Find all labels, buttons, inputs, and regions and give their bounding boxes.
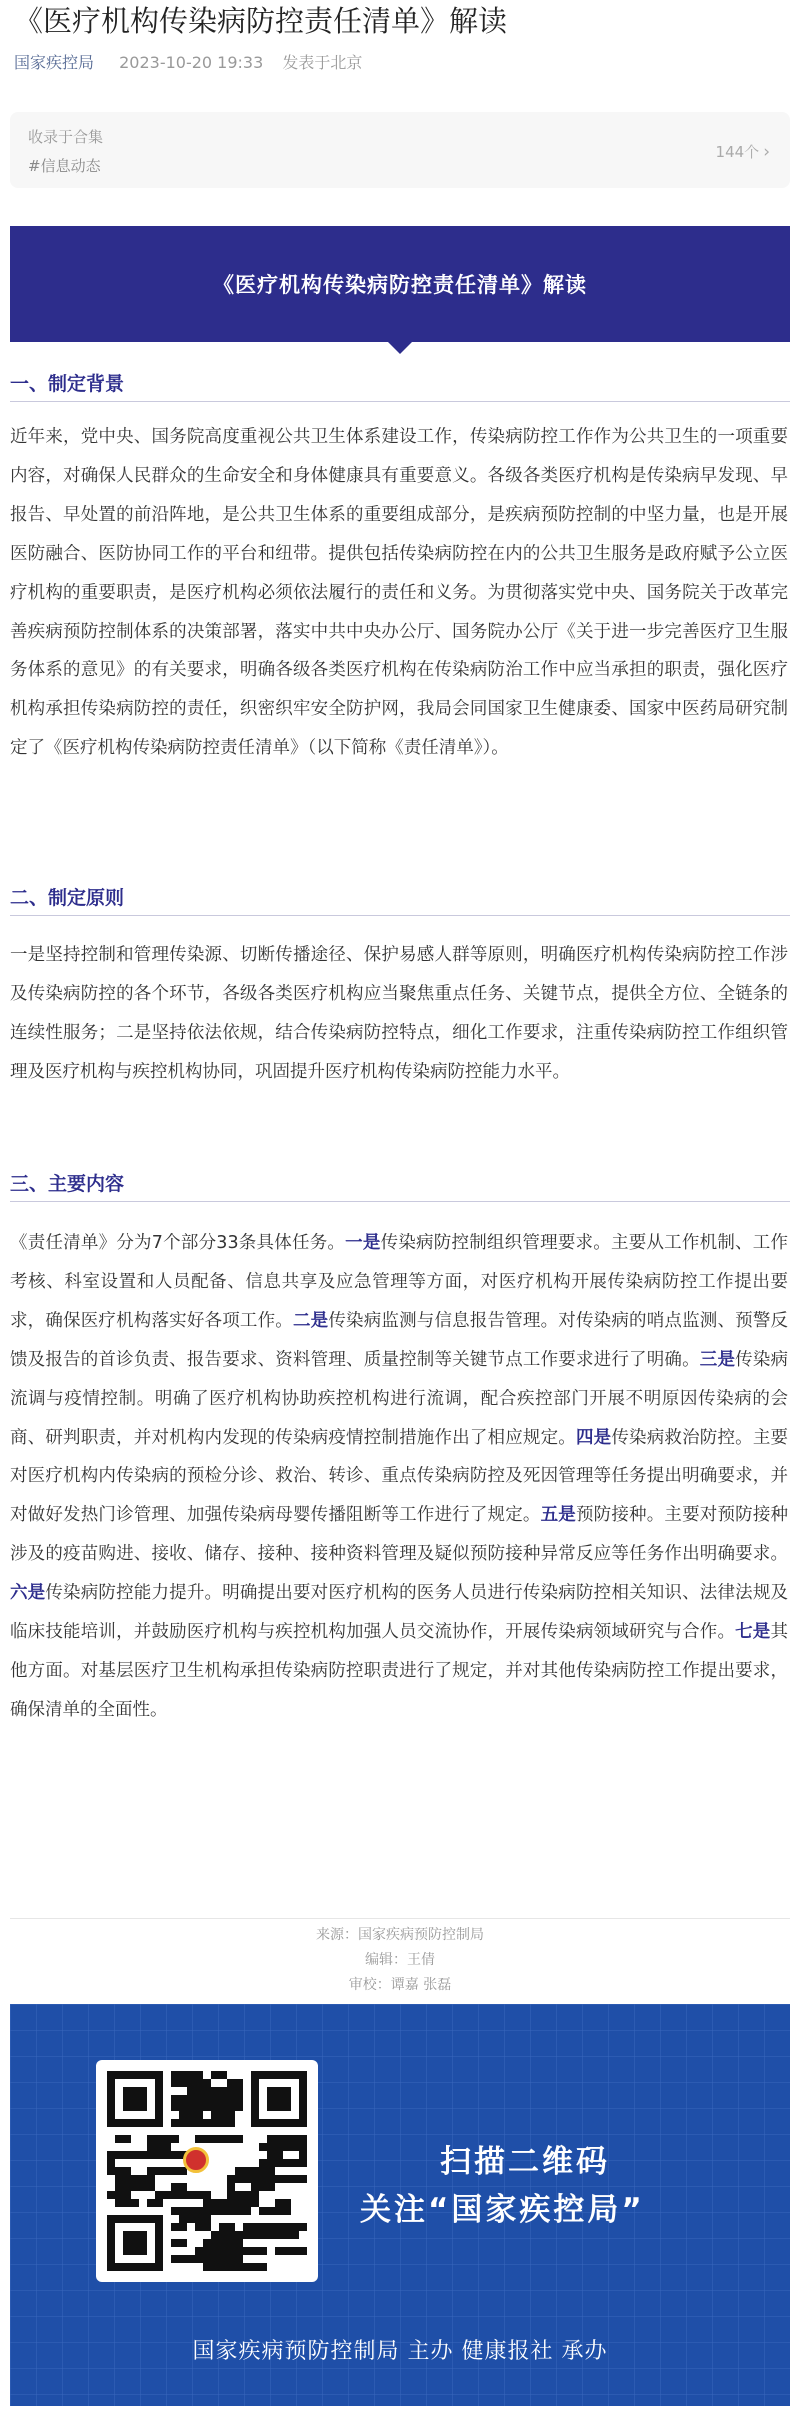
scan-qr-text: 扫描二维码	[440, 2144, 610, 2180]
paragraph-background: 近年来，党中央、国务院高度重视公共卫生体系建设工作，传染病防控工作作为公共卫生的一项重要内容，对确保人民群众的生命安全和身体健康具有重要意义。各级各类医疗机构是传染病早发现、早报告、早处置的前沿阵地，是公共卫生体系的重要组成部分，是疾病预防控制的中坚力量，也是开展医防融合、医防协同工作的平台和纽带。提供包括传染病防控在内的公共卫生服务是政府赋予公立医疗机构的重要职责，是医疗机构必须依法履行的责任和义务。为贯彻落实党中央、国务院关于改革完善疾病预防控制体系的决策部署，落实中共中央办公厅、国务院办公厅《关于进一步完善医疗卫生服务体系的意见》的有关要求，明确各级各类医疗机构在传染病防治工作中应当承担的职责，强化医疗机构承担传染病防控的责任，织密织牢安全防护网，我局会同国家卫生健康委、国家中医药局研究制定了《医疗机构传染病防控责任清单》（以下简称《责任清单》）。	[10, 427, 788, 759]
content-text-segment: 预防接种。主要对预防接种涉及的疫苗购进、接收、储存、接种、接种资料管理及疑似预防接种异常反应等任务作出明确要求。	[10, 1505, 789, 1565]
content-item-marker: 四是	[575, 1427, 612, 1448]
content-item-marker: 三是	[699, 1349, 736, 1370]
content-item-marker: 五是	[540, 1505, 576, 1526]
section-heading-text: 一、制定背景	[10, 373, 125, 395]
qr-follow-banner	[10, 2004, 790, 2406]
collection-card[interactable]	[10, 112, 790, 188]
qr-code-icon	[107, 2071, 307, 2271]
content-text-segment: 传染病监测与信息报告管理。对传染病的哨点监测、预警反馈及报告的首诊负责、报告要求、资料管理、质量控制等关键节点工作要求进行了明确。	[10, 1310, 789, 1370]
collection-tag-link[interactable]: #信息动态	[28, 157, 101, 175]
article-meta	[14, 50, 362, 73]
section-heading-background	[10, 370, 790, 402]
content-text-segment: 《责任清单》分为7个部分33条具体任务。	[10, 1233, 346, 1253]
banner-notch-decoration	[388, 342, 412, 354]
collection-label: 收录于合集	[28, 128, 104, 146]
banner-title: 《医疗机构传染病防控责任清单》解读	[213, 273, 587, 297]
article-title: 《医疗机构传染病防控责任清单》解读	[14, 4, 508, 38]
collection-count[interactable]	[716, 141, 770, 162]
follow-account-text: 关注“国家疾控局”	[360, 2192, 645, 2228]
footer-divider	[10, 1918, 790, 1919]
paragraph-main-content	[10, 1224, 788, 1730]
content-item-marker: 一是	[345, 1233, 381, 1253]
content-item-marker: 六是	[10, 1583, 46, 1604]
publish-time: 2023-10-20 19:33	[119, 53, 264, 72]
chevron-right-icon: ›	[763, 142, 770, 162]
account-name-link[interactable]: 国家疾控局	[14, 53, 95, 72]
title-banner	[10, 226, 790, 342]
qr-code[interactable]	[96, 2060, 318, 2282]
national-emblem-icon	[183, 2147, 209, 2173]
organizer-text: 国家疾病预防控制局 主办 健康报社 承办	[192, 2339, 608, 2364]
publish-location: 发表于北京	[282, 53, 363, 72]
section-heading-content	[10, 1170, 790, 1202]
content-text-segment: 其他方面。对基层医疗卫生机构承担传染病防控职责进行了规定，并对其他传染病防控工作提出要求，确保清单的全面性。	[10, 1622, 788, 1720]
source-credit: 来源：国家疾病预防控制局	[316, 1927, 484, 1943]
content-item-marker: 七是	[735, 1622, 771, 1643]
section-heading-text: 三、主要内容	[10, 1173, 125, 1195]
editor-credit: 编辑：王倩	[365, 1952, 435, 1968]
content-text-segment: 传染病防控制组织管理要求。主要从工作机制、工作考核、科室设置和人员配备、信息共享及应急管理等方面，对医疗机构开展传染病防控工作提出要求，确保医疗机构落实好各项工作。	[10, 1233, 789, 1331]
content-text-segment: 传染病流调与疫情控制。明确了医疗机构协助疾控机构进行流调，配合疾控部门开展不明原因传染病的会商、研判职责，并对机构内发现的传染病疫情控制措施作出了相应规定。	[10, 1349, 789, 1448]
reviewer-credit: 审校：谭嘉 张磊	[348, 1977, 452, 1993]
paragraph-principles: 一是坚持控制和管理传染源、切断传播途径、保护易感人群等原则，明确医疗机构传染病防控工作涉及传染病防控的各个环节，各级各类医疗机构应当聚焦重点任务、关键节点，提供全方位、全链条的连续性服务；二是坚持依法依规，结合传染病防控特点，细化工作要求，注重传染病防控工作组织管理及医疗机构与疾控机构协同，巩固提升医疗机构传染病防控能力水平。	[10, 945, 788, 1082]
content-text-segment: 传染病防控能力提升。明确提出要对医疗机构的医务人员进行传染病防控相关知识、法律法规及临床技能培训，并鼓励医疗机构与疾控机构加强人员交流协作，开展传染病领域研究与合作。	[10, 1583, 788, 1643]
section-heading-text: 二、制定原则	[10, 887, 125, 909]
content-text-segment: 传染病救治防控。主要对医疗机构内传染病的预检分诊、救治、转诊、重点传染病防控及死因管理等任务提出明确要求，并对做好发热门诊管理、加强传染病母婴传播阻断等工作进行了规定。	[10, 1427, 789, 1526]
content-item-marker: 二是	[292, 1310, 329, 1331]
section-heading-principles	[10, 884, 790, 916]
collection-count-value: 144个	[715, 143, 760, 161]
